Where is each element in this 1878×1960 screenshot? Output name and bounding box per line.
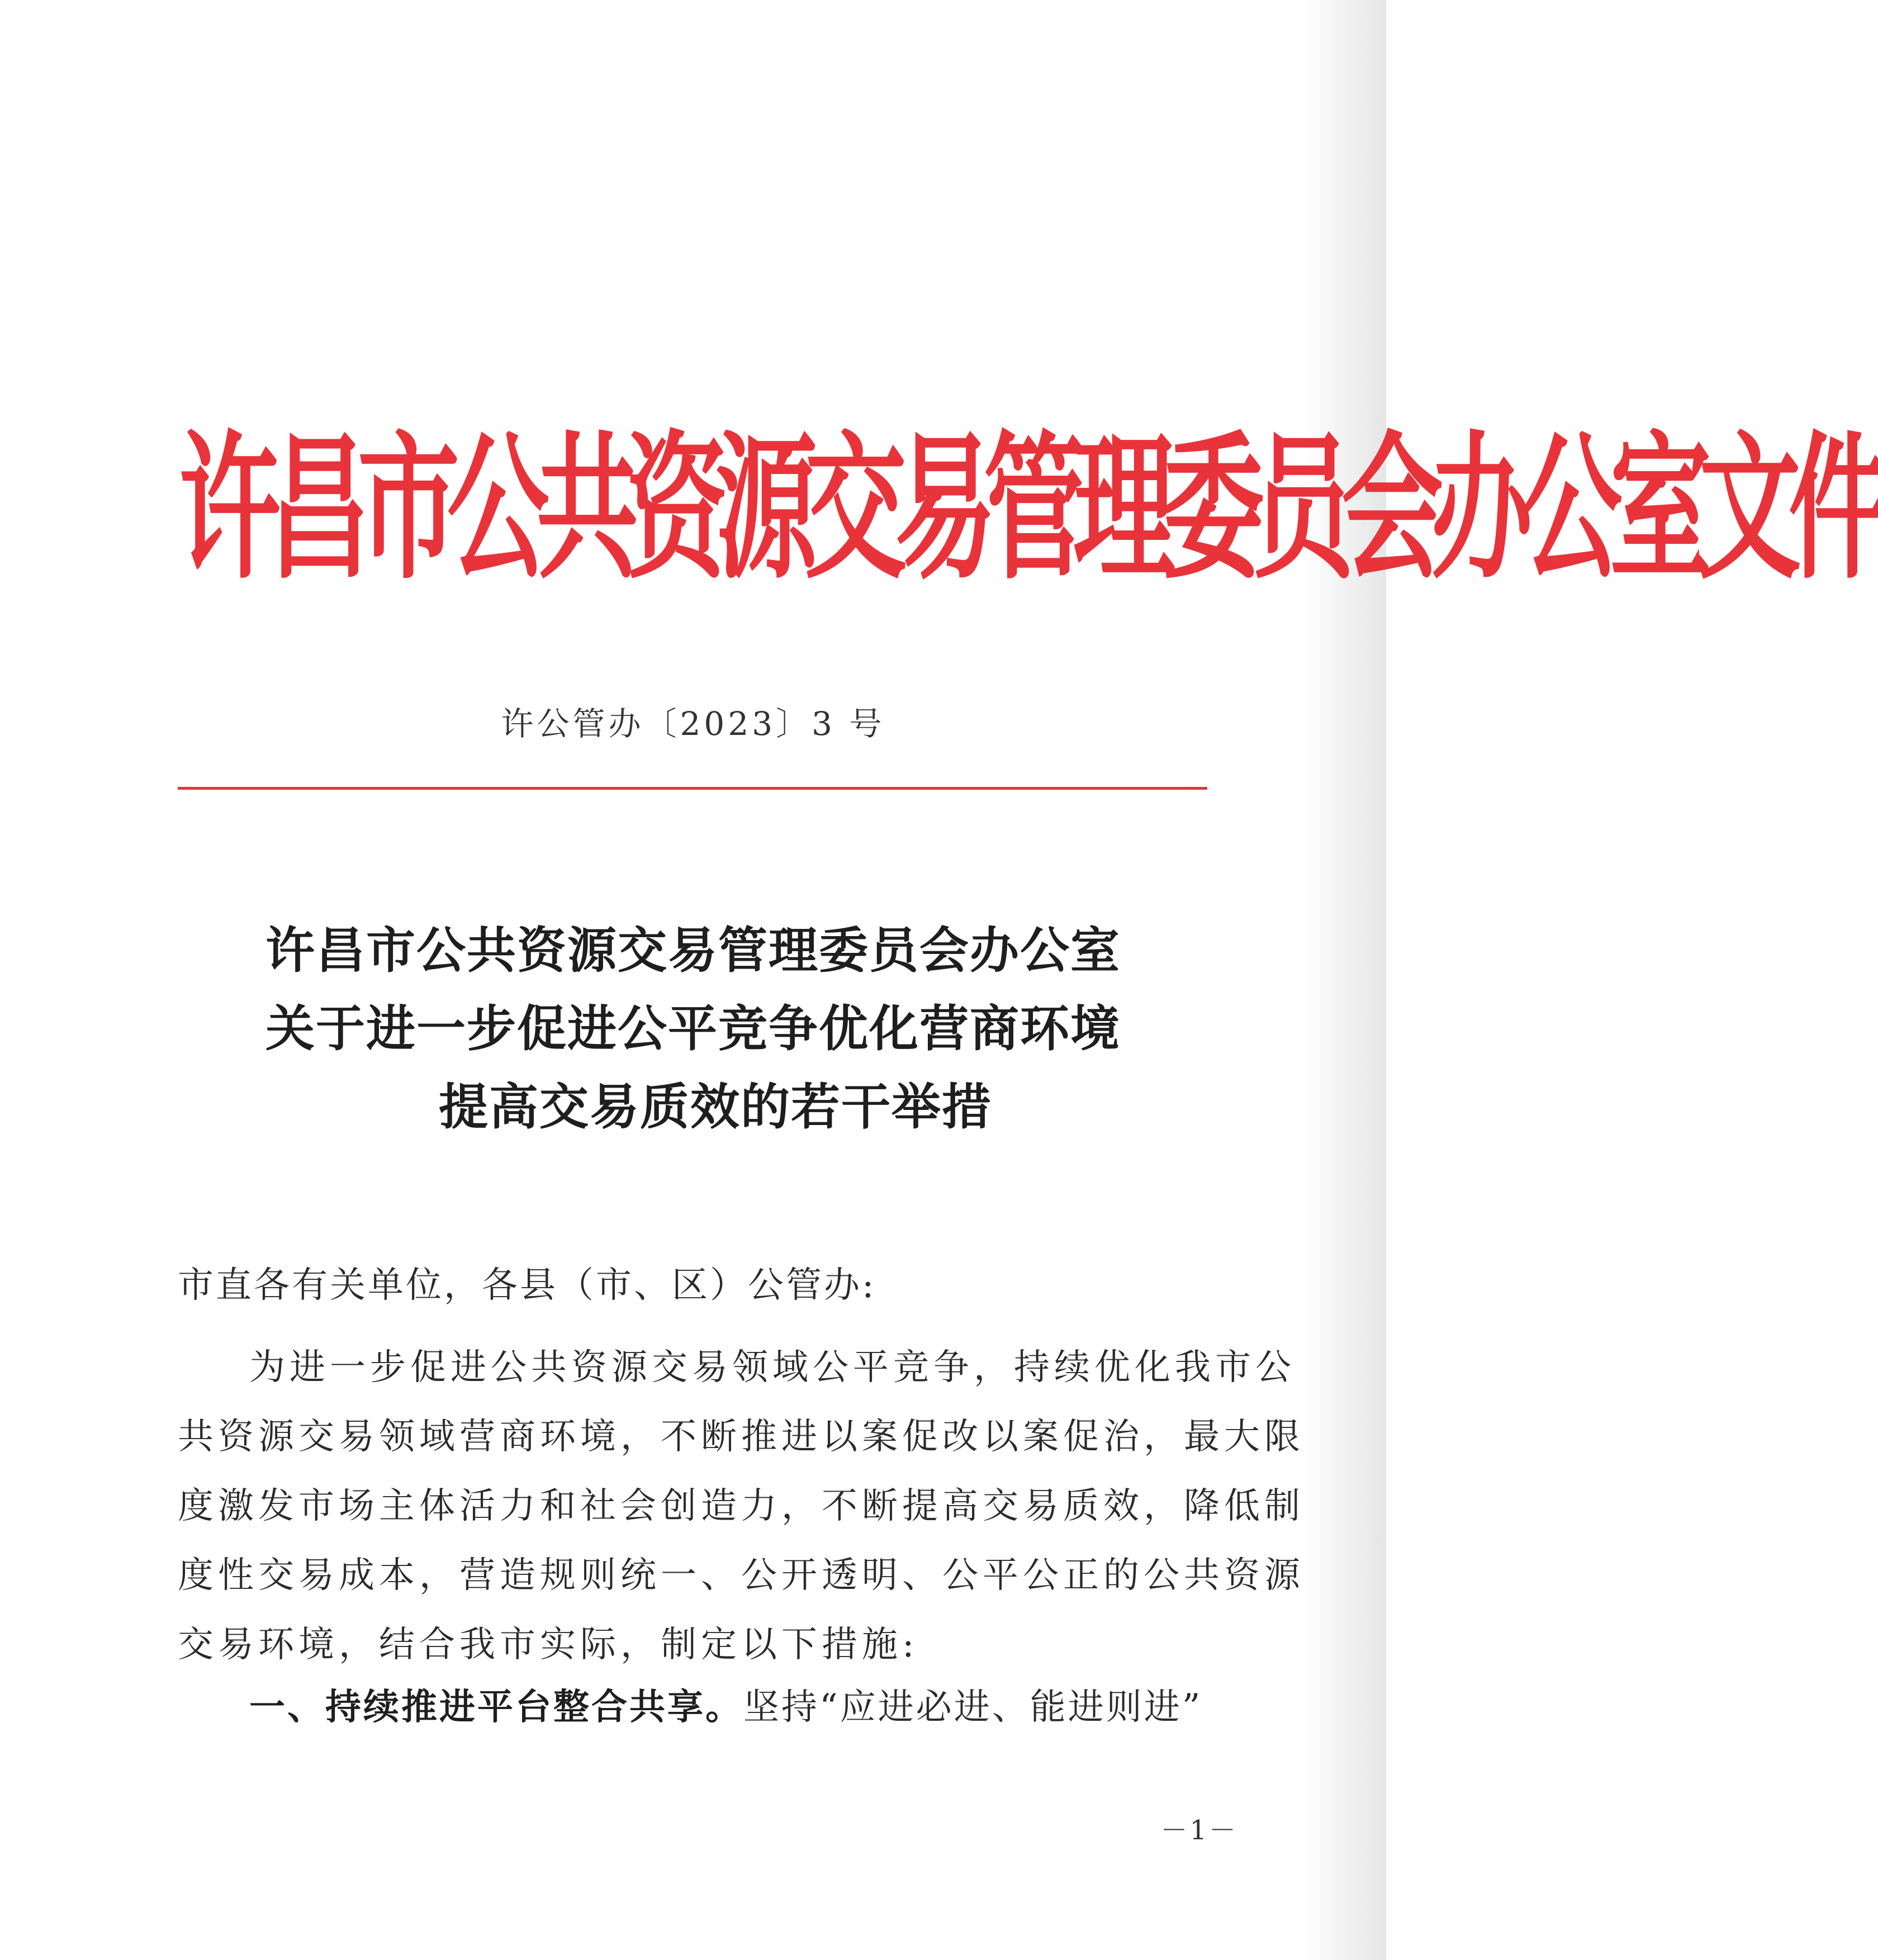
paragraph-line: 为进一步促进公共资源交易领域公平竞争，持续优化我市公 (249, 1347, 1296, 1388)
title-line-2: 关于进一步促进公平竞争优化营商环境 (265, 999, 1121, 1057)
section-1-heading: 一、持续推进平台整合共享。 (249, 1687, 743, 1728)
intro-paragraph (178, 1333, 1305, 1679)
section-1 (178, 1682, 1229, 1733)
section-1-text: 坚持“应进必进、能进则进” (743, 1687, 1203, 1728)
issuer-title: 许昌市公共资源交易管理委员会办公室文件 (179, 416, 1878, 601)
salutation: 市直各有关单位，各县（市、区）公管办: (178, 1265, 876, 1306)
paragraph-line: 交易环境，结合我市实际，制定以下措施: (178, 1624, 919, 1665)
paragraph-line: 度性交易成本，营造规则统一、公开透明、公平公正的公共资源 (178, 1555, 1305, 1596)
red-divider-line (178, 787, 1207, 790)
page-number: －1－ (1160, 1815, 1238, 1846)
title-line-1: 许昌市公共资源交易管理委员会办公室 (265, 921, 1121, 979)
paragraph-line: 共资源交易领域营商环境，不断推进以案促改以案促治，最大限 (178, 1416, 1305, 1458)
title-line-3: 提高交易质效的若干举措 (438, 1078, 992, 1136)
paragraph-line: 度激发市场主体活力和社会创造力，不断提高交易质效，降低制 (178, 1486, 1305, 1527)
document-number: 许公管办〔2023〕3 号 (501, 705, 885, 743)
document-title (0, 911, 1386, 1146)
